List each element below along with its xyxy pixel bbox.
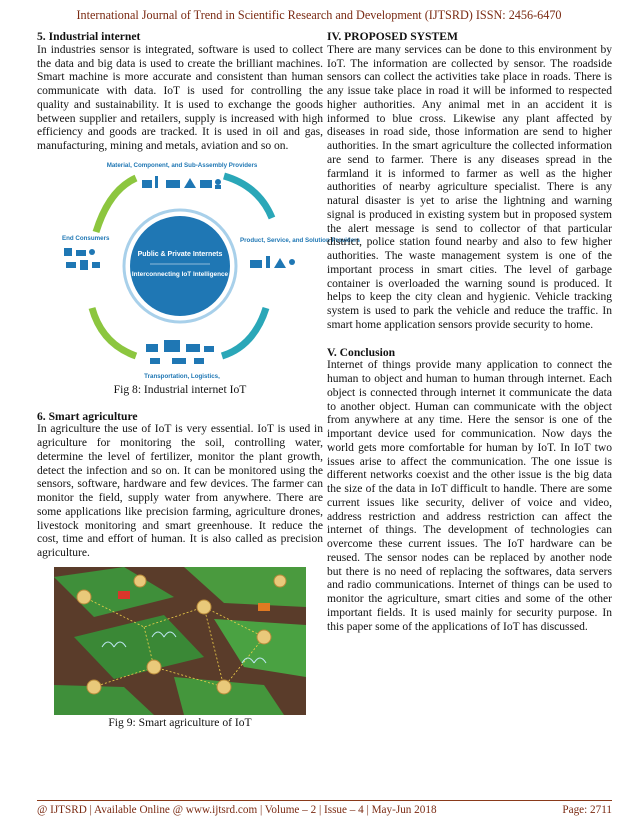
arrow-bottom-left (92, 308, 136, 356)
arrow-top-left (96, 178, 136, 232)
section-heading-proposed-system: IV. PROPOSED SYSTEM (327, 30, 458, 43)
arrow-top-right (224, 176, 272, 218)
footer-journal-info: @ IJTSRD | Available Online @ www.ijtsrd.com | Volume – 2 | Issue – 4 | May-Jun 2018 (37, 804, 437, 816)
section-heading-industrial-internet: 5. Industrial internet (37, 30, 141, 43)
transport-icons (146, 340, 214, 364)
figure-industrial-internet (54, 158, 360, 382)
journal-header: International Journal of Trend in Scientific Research and Development (IJTSRD) ISSN: 2456-6470 (76, 8, 562, 22)
section-heading-smart-agriculture: 6. Smart agriculture (37, 409, 138, 423)
paragraph-conclusion: Internet of things provide many application to connect the human to object and human to human through internet. Each object is connected through internet it communicate the data to another object. Human can communicate with the object from anywhere at any time. Here the sensor is one of the important device used for communication. Now days the world gets more comfortable for human by IoT. In IoT two issues arise to affect the communication. The one issue is different networks coexist and the other issue is the big data the size of the data in IoT difficult to handle. There are some current issues like security, deliver of voice and video, address restriction and address restriction can affect the internet of things. The development of technologies can overcome these current issues. The IoT hardware can be reused. The sensor nodes can be replaced by another node but there is no need of replacing the softwares, data servers and radio communications. Internet of things can be used to monitor the agriculture, smart cities and some of the other important fields. It is used mainly for security purpose. In this paper some of the applications of IoT has discussed. (327, 359, 612, 633)
fig8-left-label: End Consumers (62, 234, 110, 242)
fig8-center-sub: Interconnecting IoT Intelligence (131, 270, 229, 278)
paragraph-industrial-internet: In industries sensor is integrated, software is used to collect the data and big data is used to create the brilliant machines. Smart machine is more accurate and consistent than human communicate with data. IoT is used for controlling the quality and sustainability. It is used to exchange the goods between supplier and retailers, supply is increased with high efficiency and goods are tracked. It is used in oil and gas, manufacturing, mining and metals, aviation and so on. (37, 43, 323, 153)
fig8-center-circle (130, 216, 230, 316)
consumer-icons (64, 248, 100, 270)
fig8-bottom-label: Transportation, Logistics, (144, 372, 220, 380)
paragraph-smart-agriculture: In agriculture the use of IoT is very essential. IoT is used in agriculture for monitoring the soil, controlling water, determine the level of fertilizer, monitor the plant growth, detect the infection and so on. It can be monitored using the sensors, software, hardware and few devices. The farmer can monitor the field, supply water from anywhere. There are some applications like precision farming, agriculture drones, livestock monitoring and smart greenhouse. It reduce the cost, time and effort of human. It is also called as precision agriculture. (37, 423, 323, 560)
arrow-bottom-right (222, 308, 266, 356)
figure-smart-agriculture (54, 567, 306, 715)
paragraph-proposed-system: There are many services can be done to this environment by IoT. The information are collected by sensor. The roadside sensors can collect the activities take place in roads. There is any issue take place in road it will be informed to respected higher authorities. Any animal met in an accident it is informed to blue cross. Likewise any plant affected by diseases in road side, those information are send to higher authorities. In the smart agriculture the collected information are send to farmer. There is any diseases spread in the farmland it is informed to farmer as well as the higher authorities of nearby agriculture specialist. There is any natural disaster is yet to arise the lightning and warning signal is produced in existing system but in proposed system the alert message is send to collector of that particular district, police station found nearby and also to few higher authorities. The waste management system is one of the important process in smart cities. The level of garbage container is overloaded the warning sound is produced. It helps to keep the city clean and hygienic. Vehicle tracking system is used to park the vehicle and reduce the traffic. In smart home application sensors provide security to home. (327, 43, 612, 331)
section-heading-conclusion: V. Conclusion (327, 345, 396, 359)
figure-9-caption: Fig 9: Smart agriculture of IoT (108, 715, 252, 729)
left-column (37, 30, 360, 730)
footer-page-number: Page: 2711 (562, 804, 612, 816)
provider-icons (250, 256, 295, 268)
figure-8-caption: Fig 8: Industrial internet IoT (113, 382, 247, 396)
fig8-right-label: Product, Service, and Solution Providers (240, 236, 360, 244)
fig8-top-label: Material, Component, and Sub-Assembly Providers (106, 161, 258, 169)
factory-icons-top (142, 176, 221, 189)
right-column (327, 30, 612, 634)
page-footer (37, 800, 612, 816)
fig8-center-title: Public & Private Internets (137, 250, 223, 258)
